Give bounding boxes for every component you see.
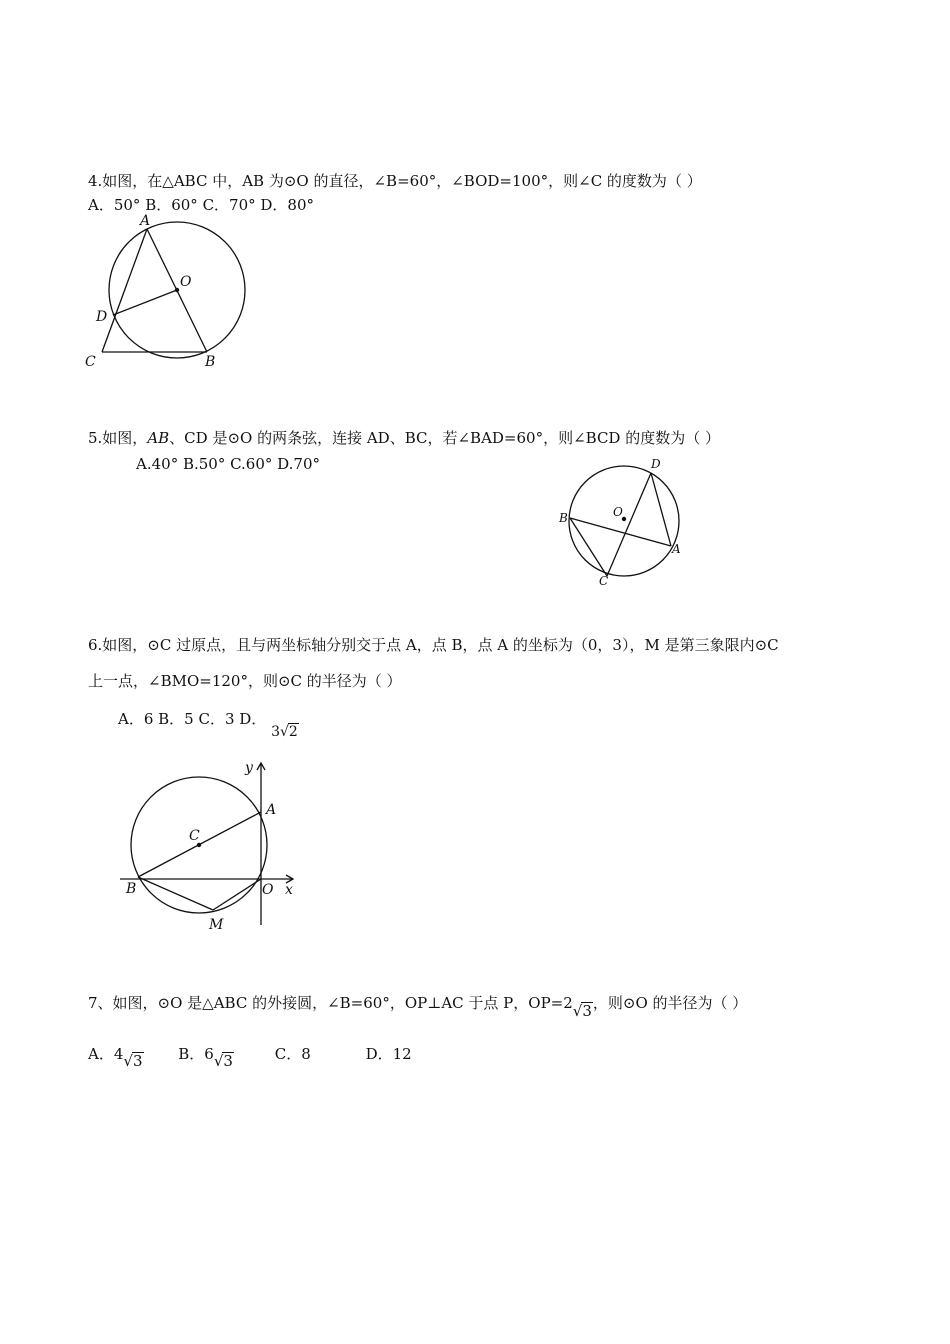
q5-figure: [555, 455, 690, 590]
q5-stem-prefix: 5.如图，: [88, 429, 148, 447]
q6-stem-line2: 上一点，∠BMO=120°，则⊙C 的半径为（ ）: [88, 672, 402, 690]
q6-options-text: A．6 B．5 C．3 D．: [118, 710, 267, 728]
q7-stem-sqrt: √3: [572, 1002, 592, 1020]
q6-label-x: x: [285, 882, 293, 898]
q5-segment-da: [651, 473, 671, 546]
q5-label-c: C: [599, 574, 609, 588]
q5-stem-ab: AB: [147, 429, 170, 447]
q5-label-a: A: [672, 542, 681, 556]
q7-option-a: A．4√3: [88, 1045, 143, 1070]
q7-stem-after: ，则⊙O 的半径为（ ）: [592, 994, 748, 1012]
q6-label-m: M: [209, 917, 224, 933]
q5-stem-rest: 、CD 是⊙O 的两条弦，连接 AD、BC，若∠BAD=60°，则∠BCD 的度数为（ ）: [169, 429, 720, 447]
q5-stem: [88, 428, 720, 448]
q4-segment-od: [113, 290, 177, 315]
q7-option-b: B．6√3: [178, 1045, 233, 1070]
q5-label-b: B: [559, 511, 568, 525]
q6-label-c: C: [189, 828, 200, 844]
q4-options: A．50° B．60° C．70° D．80°: [88, 196, 315, 214]
q6-option-d-value: 3√2: [271, 724, 298, 740]
q6-options: [118, 709, 299, 740]
q5-segment-dc: [607, 473, 651, 576]
q4-label-o: O: [180, 274, 192, 290]
q5-label-o: O: [613, 505, 623, 519]
q4-label-a: A: [140, 213, 151, 229]
q7-options: [88, 1044, 412, 1070]
q5-options: A.40° B.50° C.60° D.70°: [136, 455, 321, 473]
q4-center-dot: [175, 288, 179, 292]
q6-label-b: B: [126, 881, 137, 897]
q6-segment-bm: [138, 877, 213, 910]
q6-label-a: A: [266, 802, 277, 818]
q4-label-d: D: [96, 309, 108, 325]
q4-figure: [80, 210, 260, 375]
q6-segment-mo: [213, 879, 261, 910]
q6-figure: [115, 755, 305, 935]
q7-stem-before: 7、如图，⊙O 是△ABC 的外接圆，∠B=60°，OP⊥AC 于点 P，OP=2: [88, 994, 573, 1012]
q4-label-c: C: [85, 354, 96, 370]
q6-stem-line1: 6.如图，⊙C 过原点，且与两坐标轴分别交于点 A，点 B，点 A 的坐标为（0，3），M 是第三象限内⊙C: [88, 636, 779, 654]
q7-option-c: C．8: [274, 1045, 311, 1063]
q7-option-d: D．12: [365, 1045, 412, 1063]
q6-label-y: y: [245, 760, 253, 776]
q4-stem: 4.如图，在△ABC 中，AB 为⊙O 的直径，∠B=60°，∠BOD=100°，则∠C 的度数为（ ）: [88, 172, 702, 190]
q5-label-d: D: [651, 457, 661, 471]
q4-label-b: B: [205, 354, 216, 370]
q6-label-o: O: [262, 882, 274, 898]
q7-stem: [88, 993, 748, 1020]
